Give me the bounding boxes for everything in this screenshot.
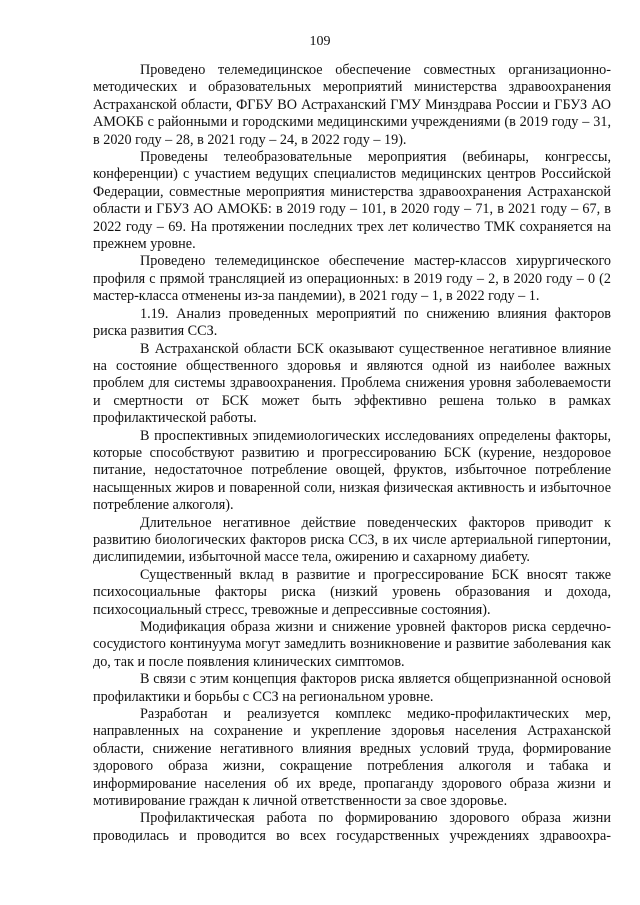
paragraph-lifestyle-modification: Модификация образа жизни и снижение уровней факторов риска сердечно-сосудистого континуума могут замедлить возникновение и развитие заболевания как до, так и после появления клинических симптомов.: [93, 619, 611, 670]
paragraph-psychosocial-factors: Существенный вклад в развитие и прогрессирование БСК вносят также психосоциальные факторы риска (низкий уровень образования и дохода, психосоциальный стресс, тревожные и депрессивные состояния).: [93, 566, 611, 618]
paragraph-risk-factors: В проспективных эпидемиологических исследованиях определены факторы, которые способствуют развитию и прогрессированию БСК (курение, нездоровое питание, недостаточное потребление овощей, фруктов, избыточное потребление насыщенных жиров и поваренной соли, низкая физическая активность и избыточное потребление алкоголя).: [93, 427, 611, 514]
paragraph-tele-educational-events: Проведены телеобразовательные мероприятия (вебинары, конгрессы, конференции) с участием ведущих специалистов медицинских центров Российской Федерации, совместные мероприятия министерства здравоохранения Астраханской области и ГБУЗ АО АМОКБ: в 2019 году – 101, в 2020 году – 71, в 2021 году – 67, в 2022 году – 69. На протяжении последних трех лет количество ТМК сохраняется на прежнем уровне.: [93, 149, 611, 253]
paragraph-prevention-measures: Разработан и реализуется комплекс медико-профилактических мер, направленных на сохранение и укрепление здоровья населения Астраханской области, снижение негативного влияния вредных условий труда, формирование здорового образа жизни, сокращение потребления алкоголя и табака и информирование населения об их вреде, пропаганду здорового образа жизни и мотивирование граждан к личной ответственности за свое здоровье.: [93, 706, 611, 810]
paragraph-telemedicine-methodical-events: Проведено телемедицинское обеспечение совместных организационно-методических и образовательных мероприятий министерства здравоохранения Астраханской области, ФГБУ ВО Астраханский ГМУ Минздрава России и ГБУЗ АО АМОКБ с районными и городскими медицинскими учреждениями (в 2019 году – 31, в 2020 году – 28, в 2021 году – 24, в 2022 году – 19).: [93, 62, 611, 148]
body-text: [93, 62, 611, 845]
section-heading-1-19: 1.19. Анализ проведенных мероприятий по снижению влияния факторов риска развития ССЗ.: [93, 305, 611, 340]
paragraph-behavioral-factors: Длительное негативное действие поведенческих факторов приводит к развитию биологических факторов риска ССЗ, в их числе артериальной гипертонии, дислипидемии, избыточной массе тела, ожирению и сахарному диабету.: [93, 514, 611, 566]
paragraph-bsk-impact: В Астраханской области БСК оказывают существенное негативное влияние на состояние общественного здоровья и являются одной из наиболее важных проблем для системы здравоохранения. Проблема снижения уровня заболеваемости и смертности от БСК может быть эффективно решена только в рамках профилактической работы.: [93, 340, 611, 427]
page-number: 109: [309, 34, 331, 49]
paragraph-risk-factor-concept: В связи с этим концепция факторов риска является общепризнанной основой профилактики и борьбы с ССЗ на региональном уровне.: [93, 671, 611, 705]
paragraph-surgical-master-classes: Проведено телемедицинское обеспечение мастер-классов хирургического профиля с прямой трансляцией из операционных: в 2019 году – 2, в 2020 году – 0 (2 мастер-класса отменены из-за пандемии), в 2021 году – 1, в 2022 году – 1.: [93, 253, 611, 305]
paragraph-preventive-work: Профилактическая работа по формированию здорового образа жизни проводилась и проводится во всех государственных учреждениях здравоохра-: [93, 810, 611, 844]
